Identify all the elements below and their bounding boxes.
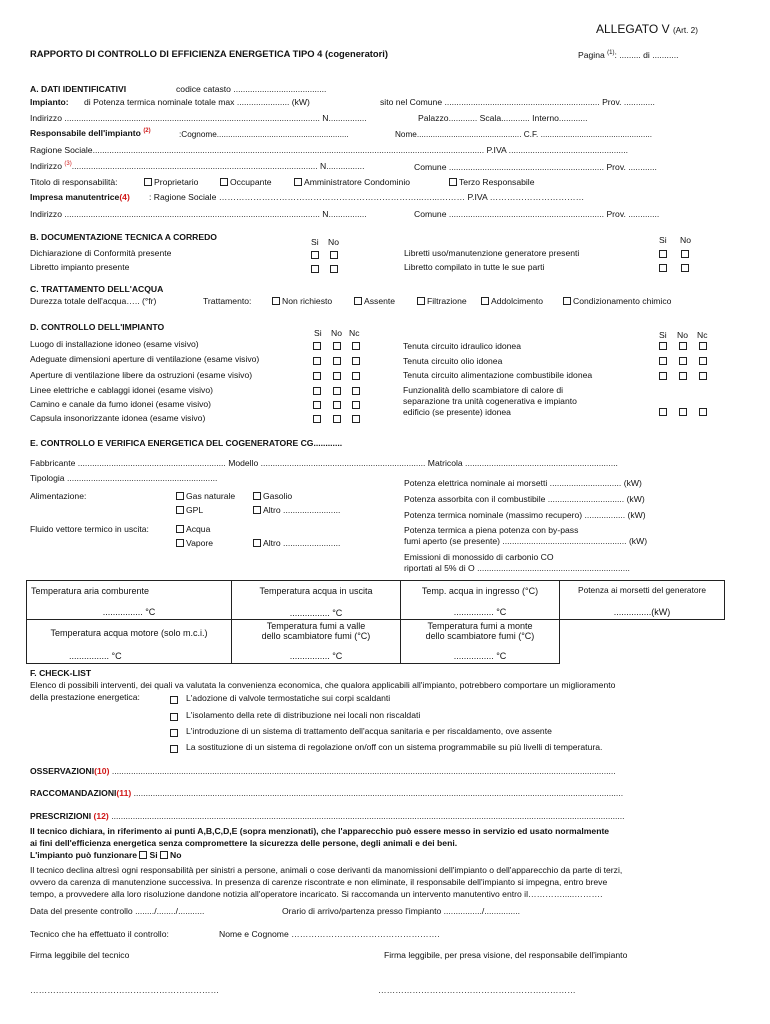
section-a-title: A. DATI IDENTIFICATIVI bbox=[30, 84, 127, 94]
b-checkbox[interactable] bbox=[681, 250, 689, 258]
allegato-text: ALLEGATO V bbox=[596, 22, 670, 36]
sito-comune-field[interactable]: sito nel Comune ................................................................. Prov. ............. bbox=[380, 97, 655, 107]
osservazioni-note: (10) bbox=[94, 766, 110, 776]
d-right-no-header: No bbox=[677, 330, 688, 340]
section-e-title: E. CONTROLLO E VERIFICA ENERGETICA DEL COGENERATORE CG............ bbox=[30, 438, 343, 448]
checklist-checkbox[interactable] bbox=[170, 745, 178, 753]
option-label: Gasolio bbox=[263, 491, 293, 501]
d-checkbox[interactable] bbox=[333, 342, 341, 350]
d-checkbox[interactable] bbox=[333, 415, 341, 423]
checklist-checkbox[interactable] bbox=[170, 713, 178, 721]
potenza-termica-field[interactable]: Potenza termica nominale (massimo recupero) ................. (kW) bbox=[404, 510, 646, 520]
option-label: Addolcimento bbox=[491, 296, 544, 306]
cell-temp-fumi-monte[interactable] bbox=[400, 619, 560, 664]
indirizzo-dots: ....................................................................................................... N................ bbox=[71, 161, 365, 171]
checkbox-icon[interactable] bbox=[253, 492, 261, 500]
responsabile-label bbox=[30, 129, 151, 139]
potenza-elettrica-field[interactable]: Potenza elettrica nominale ai morsetti .............................. (kW) bbox=[404, 478, 642, 488]
d-checkbox[interactable] bbox=[352, 387, 360, 395]
cell-label: dello scambiatore fumi (°C) bbox=[425, 631, 535, 641]
responsabile-note: (2) bbox=[143, 128, 151, 135]
co-line1: Emissioni di monossido di carbonio CO bbox=[404, 552, 554, 562]
section-f-title: F. CHECK-LIST bbox=[30, 668, 92, 678]
d-tenuta-combustibile: Tenuta circuito alimentazione combustibile idonea bbox=[403, 370, 593, 380]
checkbox-icon[interactable] bbox=[294, 178, 302, 186]
d-tenuta-olio: Tenuta circuito olio idonea bbox=[403, 356, 503, 366]
titolo-amministratore[interactable] bbox=[294, 178, 410, 188]
checklist-valvole: L'adozione di valvole termostatiche sui corpi scaldanti bbox=[186, 693, 391, 703]
checklist-intro-line2: della prestazione energetica: bbox=[30, 692, 140, 702]
indirizzo-note: (3) bbox=[64, 161, 72, 168]
cell-label: Temperatura fumi a valle bbox=[266, 621, 366, 631]
cell-value: ................ °C bbox=[453, 651, 507, 661]
prescrizioni-dots: ....................................................................................................................................................................................................................... bbox=[111, 811, 625, 821]
cell-label: Potenza ai morsetti del generatore bbox=[577, 585, 707, 595]
trattamento-filtrazione[interactable] bbox=[417, 297, 467, 307]
pagina-value: : ......... di ........... bbox=[614, 50, 679, 60]
funzionare-label: L'impianto può funzionare bbox=[30, 850, 138, 860]
d-left-si-header: Si bbox=[314, 328, 322, 338]
prescrizioni-field[interactable] bbox=[30, 812, 625, 822]
checkbox-icon[interactable] bbox=[253, 506, 261, 514]
titolo-occupante[interactable] bbox=[220, 178, 272, 188]
titolo-responsabilita-label: Titolo di responsabilità: bbox=[30, 177, 118, 187]
alim-gas-naturale[interactable] bbox=[176, 492, 235, 502]
dichiarazione-line2: ai fini dell'efficienza energetica senza compromettere la sicurezza delle persone, degli animali e dei beni. bbox=[30, 838, 458, 848]
option-label: Gas naturale bbox=[186, 491, 236, 501]
d-dimensioni-aperture: Adeguate dimensioni aperture di ventilazione (esame visivo) bbox=[30, 354, 260, 364]
d-capsula: Capsula insonorizzante idonea (esame visivo) bbox=[30, 413, 206, 423]
cell-label: dello scambiatore fumi (°C) bbox=[261, 631, 371, 641]
osservazioni-label: OSSERVAZIONI bbox=[30, 766, 95, 776]
allegato-label bbox=[596, 23, 698, 37]
cell-label: Temperatura aria comburente bbox=[31, 586, 150, 596]
d-checkbox[interactable] bbox=[352, 415, 360, 423]
checkbox-icon[interactable] bbox=[481, 297, 489, 305]
d-checkbox[interactable] bbox=[659, 357, 667, 365]
d-funzionalita-line2: separazione tra unità cogenerativa e impianto bbox=[403, 396, 577, 406]
checklist-regolazione: La sostituzione di un sistema di regolazione on/off con un sistema programmabile su più livelli di temperatura. bbox=[186, 742, 603, 752]
firma-responsabile-line[interactable]: …………………………………………………………… bbox=[378, 985, 576, 995]
option-label: Altro ........................ bbox=[263, 505, 341, 515]
durezza-field[interactable]: Durezza totale dell'acqua….. (°fr) bbox=[30, 296, 157, 306]
trattamento-label: Trattamento: bbox=[203, 296, 252, 306]
cell-temp-acqua-motore[interactable] bbox=[26, 619, 232, 664]
d-aperture-libere: Aperture di ventilazione libere da ostruzioni (esame visivo) bbox=[30, 370, 253, 380]
fluido-altro[interactable] bbox=[253, 539, 340, 549]
checkbox-icon[interactable] bbox=[176, 539, 184, 547]
d-linee-elettriche: Linee elettriche e cablaggi idonei (esame visivo) bbox=[30, 385, 213, 395]
b-checkbox[interactable] bbox=[311, 251, 319, 259]
d-checkbox[interactable] bbox=[352, 372, 360, 380]
si-checkbox-icon[interactable] bbox=[139, 851, 147, 859]
d-checkbox[interactable] bbox=[352, 342, 360, 350]
checkbox-icon[interactable] bbox=[176, 492, 184, 500]
d-checkbox[interactable] bbox=[352, 357, 360, 365]
comune-impresa-field[interactable]: Comune ................................................................. Prov. ............. bbox=[414, 209, 660, 219]
impresa-ragione-sociale-field[interactable]: : Ragione Sociale ……………………………………………………………...…...……… P.IVA …………………………… bbox=[149, 192, 585, 202]
firma-tecnico-line[interactable]: ………………………………………………………… bbox=[30, 985, 220, 995]
option-label: Terzo Responsabile bbox=[459, 177, 535, 187]
b-libretti-uso: Libretti uso/manutenzione generatore presenti bbox=[404, 248, 580, 258]
palazzo-scala-interno-field[interactable]: Palazzo............ Scala............ Interno............ bbox=[418, 113, 588, 123]
checkbox-icon[interactable] bbox=[563, 297, 571, 305]
checkbox-icon[interactable] bbox=[253, 539, 261, 547]
cell-label: Temperatura acqua motore (solo m.c.i.) bbox=[50, 628, 208, 638]
d-tenuta-idraulico: Tenuta circuito idraulico idonea bbox=[403, 341, 521, 351]
d-right-nc-header: Nc bbox=[697, 330, 708, 340]
art-ref: (Art. 2) bbox=[672, 26, 698, 35]
cell-value: ................ °C bbox=[289, 608, 343, 618]
checkbox-icon[interactable] bbox=[354, 297, 362, 305]
section-c-title: C. TRATTAMENTO DELL'ACQUA bbox=[30, 284, 164, 294]
alim-gasolio[interactable] bbox=[253, 492, 292, 502]
alim-altro[interactable] bbox=[253, 506, 340, 516]
fluido-vettore-label: Fluido vettore termico in uscita: bbox=[30, 524, 149, 534]
cell-value: ...............(kW) bbox=[613, 607, 671, 617]
document-title: RAPPORTO DI CONTROLLO DI EFFICIENZA ENERGETICA TIPO 4 (cogeneratori) bbox=[30, 48, 389, 59]
firma-tecnico-label: Firma leggibile del tecnico bbox=[30, 950, 130, 960]
nome-cognome-tecnico-field[interactable]: Nome e Cognome ……………………………………………. bbox=[219, 929, 440, 939]
d-left-no-header: No bbox=[331, 328, 342, 338]
page-number bbox=[578, 51, 679, 61]
b-checkbox[interactable] bbox=[330, 251, 338, 259]
impresa-manutentrice-label bbox=[30, 193, 130, 203]
checkbox-icon[interactable] bbox=[417, 297, 425, 305]
cell-temp-fumi-valle[interactable] bbox=[231, 619, 401, 664]
cell-potenza-morsetti[interactable] bbox=[559, 580, 725, 620]
b-checkbox[interactable] bbox=[659, 250, 667, 258]
potenza-field[interactable]: di Potenza termica nominale totale max ...................... (kW) bbox=[84, 97, 310, 107]
cell-value: ................ °C bbox=[289, 651, 343, 661]
b-libretto-impianto: Libretto impianto presente bbox=[30, 262, 130, 272]
comune-responsabile-field[interactable]: Comune ................................................................. Prov. ............ bbox=[414, 162, 657, 172]
trattamento-addolcimento[interactable] bbox=[481, 297, 543, 307]
tecnico-label: Tecnico che ha effettuato il controllo: bbox=[30, 929, 169, 939]
declina-line3[interactable]: tempo, a provvedere alla loro risoluzione dandone notizia all'operatore incaricato. Si raccomanda un intervento manutentivo entro il………….....………. bbox=[30, 889, 603, 899]
d-checkbox[interactable] bbox=[699, 372, 707, 380]
titolo-proprietario[interactable] bbox=[144, 178, 198, 188]
no-checkbox-icon[interactable] bbox=[160, 851, 168, 859]
d-checkbox[interactable] bbox=[333, 401, 341, 409]
cell-label: Temperatura acqua in uscita bbox=[259, 586, 373, 596]
indirizzo-responsabile-field[interactable] bbox=[30, 162, 364, 172]
d-checkbox[interactable] bbox=[699, 408, 707, 416]
co-field[interactable]: riportati al 5% di O ................................................................ bbox=[404, 563, 630, 573]
responsabile-text: Responsabile dell'impianto bbox=[30, 128, 141, 138]
trattamento-non-richiesto[interactable] bbox=[272, 297, 332, 307]
b-checkbox[interactable] bbox=[330, 265, 338, 273]
b-checkbox[interactable] bbox=[681, 264, 689, 272]
indirizzo-label: Indirizzo bbox=[30, 161, 62, 171]
d-checkbox[interactable] bbox=[679, 372, 687, 380]
pagina-label: Pagina bbox=[578, 50, 605, 60]
osservazioni-dots: ................................................................................................................................................................................................................... bbox=[111, 766, 616, 776]
dichiarazione-line1: Il tecnico dichiara, in riferimento ai punti A,B,C,D,E (sopra menzionati), che l'apparecchio può essere messo in servizio ed usato normalmente bbox=[30, 826, 610, 836]
option-label: Non richiesto bbox=[282, 296, 333, 306]
option-label: Acqua bbox=[186, 524, 211, 534]
d-checkbox[interactable] bbox=[352, 401, 360, 409]
d-checkbox[interactable] bbox=[313, 357, 321, 365]
osservazioni-field[interactable] bbox=[30, 767, 616, 777]
cell-temp-acqua-ingresso[interactable] bbox=[400, 580, 560, 620]
fluido-vapore[interactable] bbox=[176, 539, 213, 549]
option-label: Amministratore Condominio bbox=[304, 177, 411, 187]
impianto-label: Impianto: bbox=[30, 97, 69, 107]
ragione-sociale-field[interactable]: Ragione Sociale.................................................................................................................................................................... P.IVA .................................................. bbox=[30, 145, 629, 155]
cell-label: Temp. acqua in ingresso (°C) bbox=[421, 586, 539, 596]
b-checkbox[interactable] bbox=[311, 265, 319, 273]
checkbox-icon[interactable] bbox=[176, 506, 184, 514]
prescrizioni-note: (12) bbox=[93, 811, 109, 821]
d-checkbox[interactable] bbox=[659, 408, 667, 416]
d-checkbox[interactable] bbox=[333, 387, 341, 395]
indirizzo-impresa-field[interactable]: Indirizzo ........................................................................................................... N................ bbox=[30, 209, 367, 219]
raccomandazioni-label: RACCOMANDAZIONI bbox=[30, 788, 117, 798]
fluido-acqua[interactable] bbox=[176, 525, 210, 535]
checkbox-icon[interactable] bbox=[449, 178, 457, 186]
option-label: Filtrazione bbox=[427, 296, 467, 306]
d-funzionalita-line3: edificio (se presente) idonea bbox=[403, 407, 511, 417]
prescrizioni-label: PRESCRIZIONI bbox=[30, 811, 92, 821]
bypass-line1: Potenza termica a piena potenza con by-pass bbox=[404, 525, 579, 535]
d-checkbox[interactable] bbox=[699, 357, 707, 365]
tipologia-field[interactable]: Tipologia ............................................................... bbox=[30, 473, 218, 483]
d-checkbox[interactable] bbox=[313, 387, 321, 395]
d-right-si-header: Si bbox=[659, 330, 667, 340]
d-checkbox[interactable] bbox=[313, 342, 321, 350]
fabbricante-modello-matricola-field[interactable]: Fabbricante .............................................................. Modello ..................................................................... Matricola ................................................................ bbox=[30, 458, 618, 468]
declina-line1: Il tecnico declina altresì ogni responsabilità per sinistri a persone, animali o cose derivanti da manomissioni dell'impianto o dell'apparecchio da parte di terzi, bbox=[30, 865, 623, 875]
cell-value: ................ °C bbox=[69, 651, 122, 661]
potenza-assorbita-field[interactable]: Potenza assorbita con il combustibile ................................ (kW) bbox=[404, 494, 645, 504]
d-checkbox[interactable] bbox=[679, 408, 687, 416]
raccomandazioni-dots: ............................................................................................................................................................................................................. bbox=[133, 788, 624, 798]
d-checkbox[interactable] bbox=[699, 342, 707, 350]
b-right-no-header: No bbox=[680, 235, 691, 245]
cell-value: ................ °C bbox=[453, 607, 507, 617]
d-funzionalita-line1: Funzionalità dello scambiatore di calore di bbox=[403, 385, 564, 395]
option-label: Condizionamento chimico bbox=[573, 296, 672, 306]
no-label: No bbox=[169, 850, 182, 860]
checkbox-icon[interactable] bbox=[220, 178, 228, 186]
d-checkbox[interactable] bbox=[313, 415, 321, 423]
d-checkbox[interactable] bbox=[659, 342, 667, 350]
d-checkbox[interactable] bbox=[313, 401, 321, 409]
nome-cf-field[interactable]: Nome.............................................. C.F. ................................................. bbox=[395, 130, 653, 139]
alim-gpl[interactable] bbox=[176, 506, 203, 516]
impresa-note: (4) bbox=[119, 192, 130, 202]
section-d-title: D. CONTROLLO DELL'IMPIANTO bbox=[30, 322, 165, 332]
impresa-text: Impresa manutentrice bbox=[30, 192, 120, 202]
b-left-no-header: No bbox=[328, 237, 339, 247]
checklist-isolamento: L'isolamento della rete di distribuzione nei locali non riscaldati bbox=[186, 710, 421, 720]
section-b-title: B. DOCUMENTAZIONE TECNICA A CORREDO bbox=[30, 232, 217, 242]
checkbox-icon[interactable] bbox=[176, 525, 184, 533]
raccomandazioni-field[interactable] bbox=[30, 789, 623, 799]
cell-value: ................ °C bbox=[102, 607, 156, 617]
d-checkbox[interactable] bbox=[679, 342, 687, 350]
d-checkbox[interactable] bbox=[679, 357, 687, 365]
option-label: Vapore bbox=[186, 538, 214, 548]
checklist-intro-line1: Elenco di possibili interventi, dei quali va valutata la convenienza economica, che qualora applicabili all'impianto, potrebbero comportare un miglioramento bbox=[30, 680, 616, 690]
codice-catasto-field[interactable]: codice catasto ....................................... bbox=[176, 84, 327, 94]
b-libretto-compilato: Libretto compilato in tutte le sue parti bbox=[404, 262, 545, 272]
raccomandazioni-note: (11) bbox=[116, 788, 132, 798]
cell-label: Temperatura fumi a monte bbox=[427, 621, 533, 631]
option-label: Proprietario bbox=[154, 177, 199, 187]
d-checkbox[interactable] bbox=[333, 372, 341, 380]
orario-field[interactable]: Orario di arrivo/partenza presso l'impianto ................/............... bbox=[282, 906, 521, 916]
indirizzo-impianto-field[interactable]: Indirizzo ........................................................................................................... N................ bbox=[30, 113, 367, 123]
si-label: Si bbox=[149, 850, 158, 860]
option-label: Altro ........................ bbox=[263, 538, 341, 548]
checkbox-icon[interactable] bbox=[272, 297, 280, 305]
d-luogo-installazione: Luogo di installazione idoneo (esame visivo) bbox=[30, 339, 199, 349]
checklist-checkbox[interactable] bbox=[170, 696, 178, 704]
trattamento-assente[interactable] bbox=[354, 297, 395, 307]
b-dichiarazione-conformita: Dichiarazione di Conformità presente bbox=[30, 248, 172, 258]
b-right-si-header: Si bbox=[659, 235, 667, 245]
firma-responsabile-label: Firma leggibile, per presa visione, del responsabile dell'impianto bbox=[384, 950, 628, 960]
titolo-terzo-responsabile[interactable] bbox=[449, 178, 534, 188]
option-label: Assente bbox=[364, 296, 396, 306]
d-checkbox[interactable] bbox=[333, 357, 341, 365]
d-checkbox[interactable] bbox=[659, 372, 667, 380]
checklist-trattamento: L'introduzione di un sistema di trattamento dell'acqua sanitaria e per riscaldamento, ove assente bbox=[186, 726, 552, 736]
option-label: GPL bbox=[186, 505, 204, 515]
cell-temp-acqua-uscita[interactable] bbox=[231, 580, 401, 620]
cell-temp-aria[interactable] bbox=[26, 580, 232, 620]
d-camino: Camino e canale da fumo idonei (esame visivo) bbox=[30, 399, 212, 409]
bypass-field[interactable]: fumi aperto (se presente) .................................................... (kW) bbox=[404, 536, 648, 546]
pagina-note: (1) bbox=[607, 50, 615, 57]
impianto-funzionare bbox=[30, 851, 181, 861]
trattamento-condizionamento[interactable] bbox=[563, 297, 671, 307]
b-left-si-header: Si bbox=[311, 237, 319, 247]
declina-line2: ovvero da carenza di manutenzione successiva. In presenza di carenze riscontrate e non eliminate, il responsabile dell'impianto si impegna, entro breve bbox=[30, 877, 608, 887]
checkbox-icon[interactable] bbox=[144, 178, 152, 186]
cognome-field[interactable]: :Cognome.......................................................... bbox=[179, 130, 349, 139]
b-checkbox[interactable] bbox=[659, 264, 667, 272]
checklist-checkbox[interactable] bbox=[170, 729, 178, 737]
option-label: Occupante bbox=[230, 177, 272, 187]
d-left-nc-header: Nc bbox=[349, 328, 360, 338]
data-controllo-field[interactable]: Data del presente controllo ......../......../........... bbox=[30, 906, 205, 916]
d-checkbox[interactable] bbox=[313, 372, 321, 380]
alimentazione-label: Alimentazione: bbox=[30, 491, 87, 501]
